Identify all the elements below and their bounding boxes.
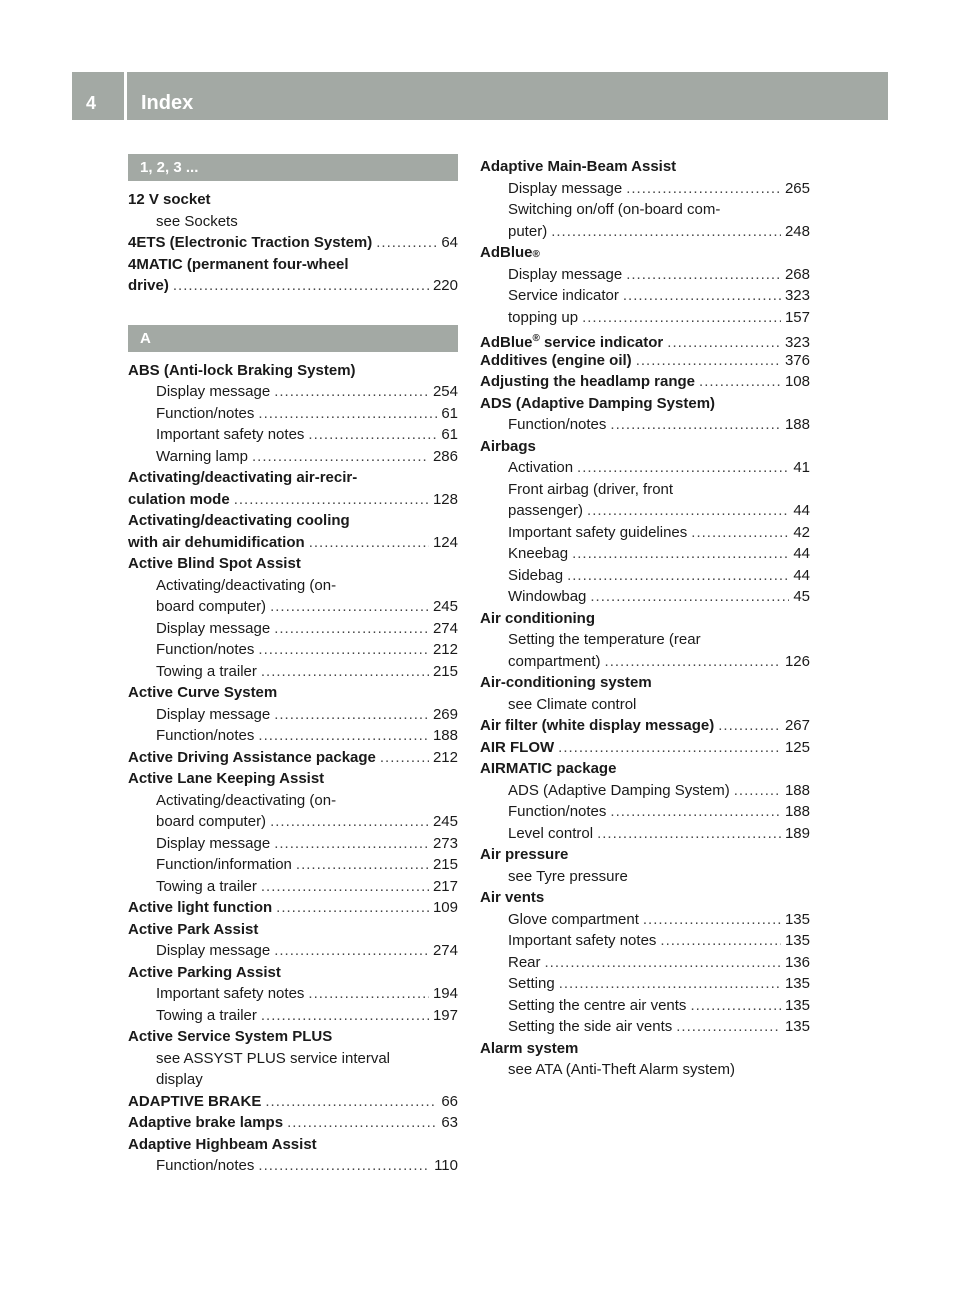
index-subentry: Kneebag ..... 44 bbox=[480, 543, 810, 565]
index-entry: Adaptive Highbeam Assist bbox=[128, 1135, 317, 1153]
index-entry: drive) ..... 220 bbox=[128, 275, 458, 297]
index-entry: Adaptive brake lamps ..... 63 bbox=[128, 1112, 458, 1134]
index-entry: with air dehumidification ..... 124 bbox=[128, 532, 458, 554]
index-subentry: Display message ..... 268 bbox=[480, 264, 810, 286]
index-entry: Active Blind Spot Assist bbox=[128, 555, 301, 572]
index-subentry: see Sockets bbox=[156, 212, 238, 230]
index-subentry: Switching on/off (on-board com- bbox=[508, 201, 721, 218]
index-subentry: Windowbag ..... 45 bbox=[480, 586, 810, 608]
index-subentry: board computer) ..... 245 bbox=[128, 811, 458, 833]
index-subentry: ADS (Adaptive Damping System) ..... 188 bbox=[480, 780, 810, 802]
index-subentry: Towing a trailer ..... 217 bbox=[128, 876, 458, 898]
index-subentry: see Climate control bbox=[508, 695, 637, 713]
index-subentry: Setting the centre air vents ..... 135 bbox=[480, 995, 810, 1017]
index-subentry: Activating/deactivating (on- bbox=[156, 576, 337, 594]
index-entry: 12 V socket bbox=[128, 191, 211, 208]
index-entry: ABS (Anti-lock Braking System) bbox=[128, 361, 356, 379]
index-subentry: Setting ..... 135 bbox=[480, 973, 810, 995]
index-subentry: Important safety notes ..... 194 bbox=[128, 983, 458, 1005]
index-entry: Active light function ..... 109 bbox=[128, 897, 458, 919]
index-subentry: passenger) ..... 44 bbox=[480, 500, 810, 522]
index-subentry: Activating/deactivating (on- bbox=[156, 791, 337, 809]
index-subentry: Important safety guidelines ..... 42 bbox=[480, 522, 810, 544]
index-entry: culation mode ..... 128 bbox=[128, 489, 458, 511]
index-subentry: Rear ..... 136 bbox=[480, 952, 810, 974]
index-subentry: display bbox=[156, 1071, 203, 1088]
index-subentry: Towing a trailer ..... 215 bbox=[128, 661, 458, 683]
index-column-right bbox=[480, 156, 810, 1081]
index-entry: Active Lane Keeping Assist bbox=[128, 770, 325, 787]
index-subentry: topping up ..... 157 bbox=[480, 307, 810, 329]
index-subentry: Front airbag (driver, front bbox=[508, 480, 674, 498]
index-entry: Air filter (white display message) ..... 267 bbox=[480, 715, 810, 737]
index-entry: Air vents bbox=[480, 889, 545, 906]
index-entry: AdBlue® service indicator ..... 323 bbox=[480, 328, 810, 350]
index-subentry: Function/notes ..... 61 bbox=[128, 403, 458, 425]
index-entry: Activating/deactivating air-recir- bbox=[128, 469, 358, 486]
index-entry: Active Driving Assistance package ..... 212 bbox=[128, 747, 458, 769]
index-subentry: board computer) ..... 245 bbox=[128, 596, 458, 618]
index-entry: AdBlue ® bbox=[480, 242, 810, 264]
index-entry: Active Parking Assist bbox=[128, 963, 281, 981]
page-number: 4 bbox=[86, 93, 97, 113]
index-entry: Air pressure bbox=[480, 846, 569, 863]
index-entry: AIR FLOW ..... 125 bbox=[480, 737, 810, 759]
index-entry: Active Service System PLUS bbox=[128, 1028, 333, 1045]
index-subentry: Important safety notes ..... 61 bbox=[128, 424, 458, 446]
page-title: Index bbox=[141, 92, 194, 114]
index-entry: Air-conditioning system bbox=[480, 674, 652, 691]
index-subentry: Display message ..... 273 bbox=[128, 833, 458, 855]
index-subentry: Activation ..... 41 bbox=[480, 457, 810, 479]
index-subentry: Display message ..... 274 bbox=[128, 618, 458, 640]
index-subentry: puter) ..... 248 bbox=[480, 221, 810, 243]
index-entry: Adaptive Main-Beam Assist bbox=[480, 158, 677, 175]
section-heading: 1, 2, 3 ... bbox=[128, 154, 458, 181]
index-entry: Adjusting the headlamp range ..... 108 bbox=[480, 371, 810, 393]
index-subentry: see ATA (Anti-Theft Alarm system) bbox=[508, 1061, 736, 1078]
index-subentry: Important safety notes ..... 135 bbox=[480, 930, 810, 952]
index-subentry: see ASSYST PLUS service interval bbox=[156, 1049, 390, 1067]
index-entry: Active Park Assist bbox=[128, 920, 259, 938]
index-subentry: Glove compartment ..... 135 bbox=[480, 909, 810, 931]
index-column-left bbox=[128, 154, 458, 1177]
index-subentry: Level control ..... 189 bbox=[480, 823, 810, 845]
index-entry: Active Curve System bbox=[128, 684, 278, 701]
header-bar bbox=[72, 72, 888, 120]
index-subentry: Towing a trailer ..... 197 bbox=[128, 1005, 458, 1027]
registered-mark: ® bbox=[532, 249, 540, 260]
index-subentry: Function/information ..... 215 bbox=[128, 854, 458, 876]
index-subentry: Function/notes ..... 110 bbox=[128, 1155, 458, 1177]
index-subentry: Function/notes ..... 188 bbox=[128, 725, 458, 747]
section-heading: A bbox=[128, 325, 458, 352]
index-entry: 4MATIC (permanent four-wheel bbox=[128, 255, 349, 273]
index-subentry: Service indicator ..... 323 bbox=[480, 285, 810, 307]
index-entry: Additives (engine oil) ..... 376 bbox=[480, 350, 810, 372]
index-entry: Air conditioning bbox=[480, 609, 595, 627]
index-entry: Activating/deactivating cooling bbox=[128, 512, 350, 529]
index-subentry: Setting the temperature (rear bbox=[508, 631, 701, 648]
index-subentry: Display message ..... 254 bbox=[128, 381, 458, 403]
index-entry: AIRMATIC package bbox=[480, 760, 617, 777]
index-subentry: Setting the side air vents ..... 135 bbox=[480, 1016, 810, 1038]
index-subentry: Display message ..... 265 bbox=[480, 178, 810, 200]
index-entry: Airbags bbox=[480, 437, 536, 455]
index-subentry: compartment) ..... 126 bbox=[480, 651, 810, 673]
index-entry: ADAPTIVE BRAKE ..... 66 bbox=[128, 1091, 458, 1113]
index-entry: Alarm system bbox=[480, 1039, 579, 1057]
index-subentry: Function/notes ..... 188 bbox=[480, 801, 810, 823]
index-subentry: Sidebag ..... 44 bbox=[480, 565, 810, 587]
registered-mark: ® bbox=[532, 333, 540, 344]
index-subentry: Display message ..... 269 bbox=[128, 704, 458, 726]
index-entry: ADS (Adaptive Damping System) bbox=[480, 394, 716, 412]
index-subentry: Function/notes ..... 212 bbox=[128, 639, 458, 661]
index-subentry: Warning lamp ..... 286 bbox=[128, 446, 458, 468]
index-subentry: see Tyre pressure bbox=[508, 867, 628, 885]
index-subentry: Display message ..... 274 bbox=[128, 940, 458, 962]
index-entry: 4ETS (Electronic Traction System) ..... 64 bbox=[128, 232, 458, 254]
index-subentry: Function/notes ..... 188 bbox=[480, 414, 810, 436]
header-divider bbox=[124, 72, 127, 120]
